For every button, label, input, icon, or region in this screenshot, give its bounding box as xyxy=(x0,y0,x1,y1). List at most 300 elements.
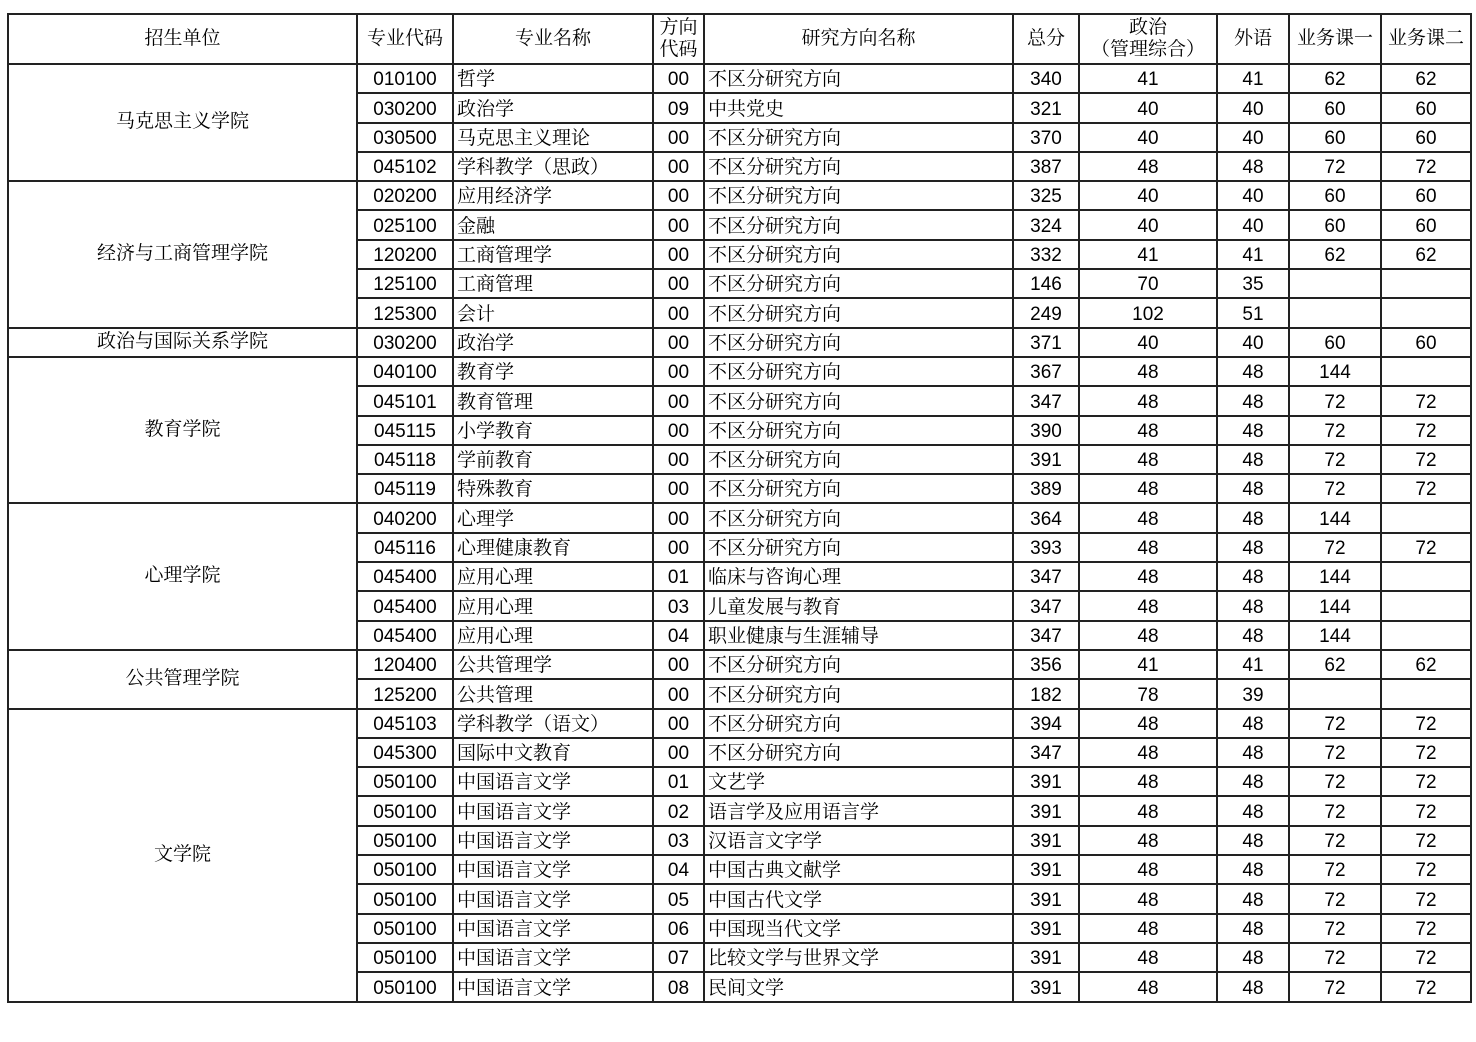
major-code-cell: 050100 xyxy=(357,826,453,855)
table-row xyxy=(8,650,1471,679)
foreign-language-score-cell: 48 xyxy=(1217,386,1289,415)
foreign-language-score-cell: 40 xyxy=(1217,328,1289,357)
course2-score-cell xyxy=(1381,269,1471,298)
research-direction-cell: 不区分研究方向 xyxy=(704,181,1013,210)
table-header xyxy=(8,14,1471,64)
direction-code-cell: 08 xyxy=(653,972,704,1001)
direction-code-cell: 04 xyxy=(653,621,704,650)
politics-score-cell: 40 xyxy=(1079,181,1217,210)
politics-score-cell: 48 xyxy=(1079,709,1217,738)
foreign-language-score-cell: 48 xyxy=(1217,416,1289,445)
total-score-cell: 340 xyxy=(1013,64,1079,93)
major-name-cell: 国际中文教育 xyxy=(453,738,653,767)
major-code-cell: 020200 xyxy=(357,181,453,210)
course1-score-cell: 72 xyxy=(1289,474,1381,503)
course2-score-cell: 60 xyxy=(1381,210,1471,239)
major-name-cell: 中国语言文学 xyxy=(453,972,653,1001)
major-name-cell: 应用心理 xyxy=(453,562,653,591)
foreign-language-score-cell: 48 xyxy=(1217,914,1289,943)
course2-score-cell: 62 xyxy=(1381,64,1471,93)
direction-code-cell: 00 xyxy=(653,328,704,357)
direction-code-cell: 04 xyxy=(653,855,704,884)
course1-score-cell: 72 xyxy=(1289,943,1381,972)
header-major-name: 专业名称 xyxy=(453,14,653,64)
total-score-cell: 391 xyxy=(1013,943,1079,972)
research-direction-cell: 不区分研究方向 xyxy=(704,503,1013,532)
total-score-cell: 332 xyxy=(1013,240,1079,269)
major-name-cell: 应用经济学 xyxy=(453,181,653,210)
direction-code-cell: 00 xyxy=(653,240,704,269)
header-major-code: 专业代码 xyxy=(357,14,453,64)
table-row xyxy=(8,64,1471,93)
enrollment-unit-cell: 政治与国际关系学院 xyxy=(8,328,357,357)
course2-score-cell xyxy=(1381,591,1471,620)
foreign-language-score-cell: 48 xyxy=(1217,855,1289,884)
course1-score-cell: 72 xyxy=(1289,445,1381,474)
politics-score-cell: 48 xyxy=(1079,503,1217,532)
course2-score-cell: 72 xyxy=(1381,796,1471,825)
major-name-cell: 中国语言文学 xyxy=(453,767,653,796)
course2-score-cell: 60 xyxy=(1381,181,1471,210)
direction-code-cell: 00 xyxy=(653,123,704,152)
direction-code-cell: 00 xyxy=(653,269,704,298)
major-code-cell: 045116 xyxy=(357,533,453,562)
foreign-language-score-cell: 48 xyxy=(1217,884,1289,913)
foreign-language-score-cell: 39 xyxy=(1217,679,1289,708)
direction-code-cell: 00 xyxy=(653,416,704,445)
politics-score-cell: 48 xyxy=(1079,884,1217,913)
direction-code-cell: 00 xyxy=(653,445,704,474)
research-direction-cell: 中共党史 xyxy=(704,93,1013,122)
major-code-cell: 040100 xyxy=(357,357,453,386)
research-direction-cell: 不区分研究方向 xyxy=(704,64,1013,93)
politics-score-cell: 41 xyxy=(1079,240,1217,269)
total-score-cell: 394 xyxy=(1013,709,1079,738)
major-code-cell: 050100 xyxy=(357,884,453,913)
major-name-cell: 中国语言文学 xyxy=(453,855,653,884)
research-direction-cell: 中国现当代文学 xyxy=(704,914,1013,943)
course2-score-cell: 72 xyxy=(1381,767,1471,796)
major-code-cell: 045400 xyxy=(357,562,453,591)
course1-score-cell: 72 xyxy=(1289,738,1381,767)
header-politics xyxy=(1079,14,1217,64)
politics-score-cell: 40 xyxy=(1079,93,1217,122)
course2-score-cell: 72 xyxy=(1381,709,1471,738)
major-code-cell: 050100 xyxy=(357,796,453,825)
course1-score-cell: 60 xyxy=(1289,181,1381,210)
research-direction-cell: 不区分研究方向 xyxy=(704,650,1013,679)
enrollment-unit-cell: 公共管理学院 xyxy=(8,650,357,709)
research-direction-cell: 文艺学 xyxy=(704,767,1013,796)
course2-score-cell: 60 xyxy=(1381,123,1471,152)
foreign-language-score-cell: 40 xyxy=(1217,93,1289,122)
research-direction-cell: 语言学及应用语言学 xyxy=(704,796,1013,825)
foreign-language-score-cell: 48 xyxy=(1217,357,1289,386)
total-score-cell: 391 xyxy=(1013,914,1079,943)
major-name-cell: 中国语言文学 xyxy=(453,914,653,943)
direction-code-cell: 00 xyxy=(653,533,704,562)
research-direction-cell: 儿童发展与教育 xyxy=(704,591,1013,620)
major-name-cell: 中国语言文学 xyxy=(453,796,653,825)
foreign-language-score-cell: 48 xyxy=(1217,533,1289,562)
course1-score-cell: 62 xyxy=(1289,64,1381,93)
research-direction-cell: 不区分研究方向 xyxy=(704,210,1013,239)
major-name-cell: 会计 xyxy=(453,298,653,327)
total-score-cell: 370 xyxy=(1013,123,1079,152)
direction-code-cell: 09 xyxy=(653,93,704,122)
politics-score-cell: 48 xyxy=(1079,621,1217,650)
direction-code-cell: 00 xyxy=(653,709,704,738)
course2-score-cell xyxy=(1381,357,1471,386)
course2-score-cell: 72 xyxy=(1381,416,1471,445)
header-total: 总分 xyxy=(1013,14,1079,64)
course1-score-cell: 72 xyxy=(1289,152,1381,181)
direction-code-cell: 00 xyxy=(653,181,704,210)
direction-code-cell: 00 xyxy=(653,298,704,327)
course2-score-cell: 72 xyxy=(1381,914,1471,943)
enrollment-unit-cell: 心理学院 xyxy=(8,503,357,649)
header-course1: 业务课一 xyxy=(1289,14,1381,64)
course2-score-cell: 72 xyxy=(1381,972,1471,1001)
course1-score-cell: 144 xyxy=(1289,621,1381,650)
politics-score-cell: 40 xyxy=(1079,328,1217,357)
total-score-cell: 325 xyxy=(1013,181,1079,210)
header-foreign-language: 外语 xyxy=(1217,14,1289,64)
direction-code-cell: 07 xyxy=(653,943,704,972)
course1-score-cell: 72 xyxy=(1289,826,1381,855)
research-direction-cell: 不区分研究方向 xyxy=(704,474,1013,503)
major-code-cell: 030200 xyxy=(357,93,453,122)
major-name-cell: 应用心理 xyxy=(453,621,653,650)
major-code-cell: 045119 xyxy=(357,474,453,503)
politics-score-cell: 48 xyxy=(1079,738,1217,767)
major-code-cell: 045102 xyxy=(357,152,453,181)
major-code-cell: 050100 xyxy=(357,943,453,972)
total-score-cell: 391 xyxy=(1013,796,1079,825)
header-direction-code-line1: 方向 xyxy=(659,17,698,38)
course2-score-cell: 72 xyxy=(1381,826,1471,855)
foreign-language-score-cell: 48 xyxy=(1217,767,1289,796)
major-name-cell: 政治学 xyxy=(453,328,653,357)
table-body xyxy=(8,64,1471,1002)
course2-score-cell: 72 xyxy=(1381,386,1471,415)
direction-code-cell: 01 xyxy=(653,562,704,591)
course1-score-cell xyxy=(1289,269,1381,298)
enrollment-unit-cell: 马克思主义学院 xyxy=(8,64,357,181)
major-code-cell: 125300 xyxy=(357,298,453,327)
total-score-cell: 391 xyxy=(1013,767,1079,796)
research-direction-cell: 临床与咨询心理 xyxy=(704,562,1013,591)
course2-score-cell xyxy=(1381,562,1471,591)
major-name-cell: 马克思主义理论 xyxy=(453,123,653,152)
course1-score-cell: 72 xyxy=(1289,796,1381,825)
major-code-cell: 045118 xyxy=(357,445,453,474)
major-name-cell: 学科教学（思政） xyxy=(453,152,653,181)
research-direction-cell: 不区分研究方向 xyxy=(704,386,1013,415)
direction-code-cell: 06 xyxy=(653,914,704,943)
course1-score-cell: 72 xyxy=(1289,386,1381,415)
research-direction-cell: 不区分研究方向 xyxy=(704,123,1013,152)
politics-score-cell: 102 xyxy=(1079,298,1217,327)
score-line-table xyxy=(7,13,1472,1003)
major-name-cell: 应用心理 xyxy=(453,591,653,620)
major-name-cell: 学前教育 xyxy=(453,445,653,474)
politics-score-cell: 70 xyxy=(1079,269,1217,298)
total-score-cell: 347 xyxy=(1013,562,1079,591)
total-score-cell: 391 xyxy=(1013,826,1079,855)
direction-code-cell: 00 xyxy=(653,650,704,679)
direction-code-cell: 03 xyxy=(653,826,704,855)
course1-score-cell: 60 xyxy=(1289,123,1381,152)
course2-score-cell: 62 xyxy=(1381,240,1471,269)
course2-score-cell: 72 xyxy=(1381,474,1471,503)
course1-score-cell: 72 xyxy=(1289,972,1381,1001)
foreign-language-score-cell: 48 xyxy=(1217,943,1289,972)
foreign-language-score-cell: 48 xyxy=(1217,738,1289,767)
politics-score-cell: 48 xyxy=(1079,914,1217,943)
header-politics-line1: 政治 xyxy=(1128,17,1167,38)
politics-score-cell: 48 xyxy=(1079,152,1217,181)
foreign-language-score-cell: 41 xyxy=(1217,650,1289,679)
foreign-language-score-cell: 48 xyxy=(1217,445,1289,474)
direction-code-cell: 00 xyxy=(653,738,704,767)
course2-score-cell: 60 xyxy=(1381,328,1471,357)
header-row xyxy=(8,14,1471,64)
foreign-language-score-cell: 48 xyxy=(1217,826,1289,855)
research-direction-cell: 中国古代文学 xyxy=(704,884,1013,913)
table-row xyxy=(8,328,1471,357)
major-name-cell: 哲学 xyxy=(453,64,653,93)
total-score-cell: 321 xyxy=(1013,93,1079,122)
foreign-language-score-cell: 51 xyxy=(1217,298,1289,327)
enrollment-unit-cell: 文学院 xyxy=(8,709,357,1002)
header-unit: 招生单位 xyxy=(8,14,357,64)
major-name-cell: 特殊教育 xyxy=(453,474,653,503)
course2-score-cell xyxy=(1381,503,1471,532)
politics-score-cell: 48 xyxy=(1079,445,1217,474)
total-score-cell: 364 xyxy=(1013,503,1079,532)
major-code-cell: 040200 xyxy=(357,503,453,532)
course1-score-cell: 60 xyxy=(1289,93,1381,122)
total-score-cell: 249 xyxy=(1013,298,1079,327)
research-direction-cell: 不区分研究方向 xyxy=(704,679,1013,708)
major-code-cell: 125100 xyxy=(357,269,453,298)
major-name-cell: 工商管理学 xyxy=(453,240,653,269)
foreign-language-score-cell: 40 xyxy=(1217,123,1289,152)
total-score-cell: 347 xyxy=(1013,738,1079,767)
course1-score-cell: 60 xyxy=(1289,210,1381,239)
total-score-cell: 391 xyxy=(1013,972,1079,1001)
major-code-cell: 030500 xyxy=(357,123,453,152)
table-row xyxy=(8,181,1471,210)
politics-score-cell: 48 xyxy=(1079,562,1217,591)
research-direction-cell: 中国古典文献学 xyxy=(704,855,1013,884)
politics-score-cell: 48 xyxy=(1079,855,1217,884)
course1-score-cell: 72 xyxy=(1289,533,1381,562)
course1-score-cell: 72 xyxy=(1289,855,1381,884)
research-direction-cell: 不区分研究方向 xyxy=(704,298,1013,327)
foreign-language-score-cell: 48 xyxy=(1217,709,1289,738)
foreign-language-score-cell: 48 xyxy=(1217,152,1289,181)
total-score-cell: 347 xyxy=(1013,621,1079,650)
direction-code-cell: 00 xyxy=(653,357,704,386)
major-code-cell: 045300 xyxy=(357,738,453,767)
major-code-cell: 010100 xyxy=(357,64,453,93)
header-direction-code-line2: 代码 xyxy=(659,39,698,60)
major-code-cell: 045400 xyxy=(357,591,453,620)
total-score-cell: 391 xyxy=(1013,884,1079,913)
major-code-cell: 125200 xyxy=(357,679,453,708)
major-name-cell: 公共管理学 xyxy=(453,650,653,679)
course1-score-cell: 72 xyxy=(1289,416,1381,445)
foreign-language-score-cell: 48 xyxy=(1217,621,1289,650)
course2-score-cell xyxy=(1381,621,1471,650)
politics-score-cell: 40 xyxy=(1079,123,1217,152)
politics-score-cell: 48 xyxy=(1079,386,1217,415)
research-direction-cell: 不区分研究方向 xyxy=(704,709,1013,738)
course2-score-cell: 72 xyxy=(1381,152,1471,181)
foreign-language-score-cell: 41 xyxy=(1217,64,1289,93)
major-name-cell: 公共管理 xyxy=(453,679,653,708)
course2-score-cell: 72 xyxy=(1381,855,1471,884)
major-name-cell: 政治学 xyxy=(453,93,653,122)
research-direction-cell: 不区分研究方向 xyxy=(704,738,1013,767)
major-name-cell: 心理学 xyxy=(453,503,653,532)
header-politics-line2: （管理综合） xyxy=(1090,39,1205,60)
total-score-cell: 371 xyxy=(1013,328,1079,357)
course1-score-cell: 144 xyxy=(1289,591,1381,620)
major-name-cell: 教育学 xyxy=(453,357,653,386)
course1-score-cell: 62 xyxy=(1289,650,1381,679)
total-score-cell: 391 xyxy=(1013,855,1079,884)
foreign-language-score-cell: 48 xyxy=(1217,474,1289,503)
foreign-language-score-cell: 48 xyxy=(1217,796,1289,825)
major-name-cell: 中国语言文学 xyxy=(453,943,653,972)
politics-score-cell: 48 xyxy=(1079,591,1217,620)
total-score-cell: 390 xyxy=(1013,416,1079,445)
politics-score-cell: 48 xyxy=(1079,796,1217,825)
foreign-language-score-cell: 41 xyxy=(1217,240,1289,269)
course1-score-cell xyxy=(1289,298,1381,327)
research-direction-cell: 不区分研究方向 xyxy=(704,533,1013,562)
politics-score-cell: 48 xyxy=(1079,943,1217,972)
direction-code-cell: 00 xyxy=(653,474,704,503)
course1-score-cell: 144 xyxy=(1289,357,1381,386)
research-direction-cell: 不区分研究方向 xyxy=(704,152,1013,181)
course1-score-cell: 62 xyxy=(1289,240,1381,269)
course1-score-cell: 72 xyxy=(1289,884,1381,913)
major-code-cell: 045115 xyxy=(357,416,453,445)
research-direction-cell: 不区分研究方向 xyxy=(704,416,1013,445)
major-code-cell: 030200 xyxy=(357,328,453,357)
research-direction-cell: 汉语言文字学 xyxy=(704,826,1013,855)
major-code-cell: 045400 xyxy=(357,621,453,650)
foreign-language-score-cell: 48 xyxy=(1217,972,1289,1001)
course1-score-cell: 72 xyxy=(1289,767,1381,796)
course2-score-cell xyxy=(1381,679,1471,708)
total-score-cell: 367 xyxy=(1013,357,1079,386)
foreign-language-score-cell: 48 xyxy=(1217,503,1289,532)
direction-code-cell: 00 xyxy=(653,64,704,93)
total-score-cell: 391 xyxy=(1013,445,1079,474)
politics-score-cell: 40 xyxy=(1079,210,1217,239)
politics-score-cell: 48 xyxy=(1079,767,1217,796)
major-name-cell: 心理健康教育 xyxy=(453,533,653,562)
table-row xyxy=(8,503,1471,532)
direction-code-cell: 01 xyxy=(653,767,704,796)
direction-code-cell: 00 xyxy=(653,210,704,239)
header-direction-code xyxy=(653,14,704,64)
major-name-cell: 工商管理 xyxy=(453,269,653,298)
research-direction-cell: 不区分研究方向 xyxy=(704,269,1013,298)
major-code-cell: 050100 xyxy=(357,767,453,796)
research-direction-cell: 不区分研究方向 xyxy=(704,445,1013,474)
direction-code-cell: 02 xyxy=(653,796,704,825)
course2-score-cell: 60 xyxy=(1381,93,1471,122)
course2-score-cell: 72 xyxy=(1381,445,1471,474)
foreign-language-score-cell: 40 xyxy=(1217,181,1289,210)
total-score-cell: 356 xyxy=(1013,650,1079,679)
header-research-direction: 研究方向名称 xyxy=(704,14,1013,64)
header-course2: 业务课二 xyxy=(1381,14,1471,64)
total-score-cell: 347 xyxy=(1013,591,1079,620)
table-row xyxy=(8,709,1471,738)
total-score-cell: 387 xyxy=(1013,152,1079,181)
major-name-cell: 学科教学（语文） xyxy=(453,709,653,738)
research-direction-cell: 民间文学 xyxy=(704,972,1013,1001)
enrollment-unit-cell: 经济与工商管理学院 xyxy=(8,181,357,327)
total-score-cell: 182 xyxy=(1013,679,1079,708)
table-row xyxy=(8,357,1471,386)
major-name-cell: 金融 xyxy=(453,210,653,239)
course1-score-cell: 72 xyxy=(1289,914,1381,943)
total-score-cell: 324 xyxy=(1013,210,1079,239)
direction-code-cell: 05 xyxy=(653,884,704,913)
course1-score-cell: 144 xyxy=(1289,503,1381,532)
total-score-cell: 393 xyxy=(1013,533,1079,562)
course1-score-cell xyxy=(1289,679,1381,708)
major-code-cell: 025100 xyxy=(357,210,453,239)
research-direction-cell: 比较文学与世界文学 xyxy=(704,943,1013,972)
major-name-cell: 小学教育 xyxy=(453,416,653,445)
direction-code-cell: 00 xyxy=(653,386,704,415)
foreign-language-score-cell: 40 xyxy=(1217,210,1289,239)
course2-score-cell: 72 xyxy=(1381,884,1471,913)
major-name-cell: 教育管理 xyxy=(453,386,653,415)
politics-score-cell: 48 xyxy=(1079,474,1217,503)
enrollment-unit-cell: 教育学院 xyxy=(8,357,357,503)
course2-score-cell: 72 xyxy=(1381,533,1471,562)
politics-score-cell: 48 xyxy=(1079,972,1217,1001)
course2-score-cell xyxy=(1381,298,1471,327)
major-code-cell: 050100 xyxy=(357,914,453,943)
politics-score-cell: 41 xyxy=(1079,64,1217,93)
total-score-cell: 389 xyxy=(1013,474,1079,503)
major-code-cell: 045103 xyxy=(357,709,453,738)
politics-score-cell: 48 xyxy=(1079,416,1217,445)
course1-score-cell: 72 xyxy=(1289,709,1381,738)
politics-score-cell: 48 xyxy=(1079,357,1217,386)
research-direction-cell: 职业健康与生涯辅导 xyxy=(704,621,1013,650)
research-direction-cell: 不区分研究方向 xyxy=(704,328,1013,357)
major-name-cell: 中国语言文学 xyxy=(453,826,653,855)
politics-score-cell: 48 xyxy=(1079,826,1217,855)
course1-score-cell: 144 xyxy=(1289,562,1381,591)
course2-score-cell: 72 xyxy=(1381,943,1471,972)
politics-score-cell: 48 xyxy=(1079,533,1217,562)
course1-score-cell: 60 xyxy=(1289,328,1381,357)
course2-score-cell: 62 xyxy=(1381,650,1471,679)
